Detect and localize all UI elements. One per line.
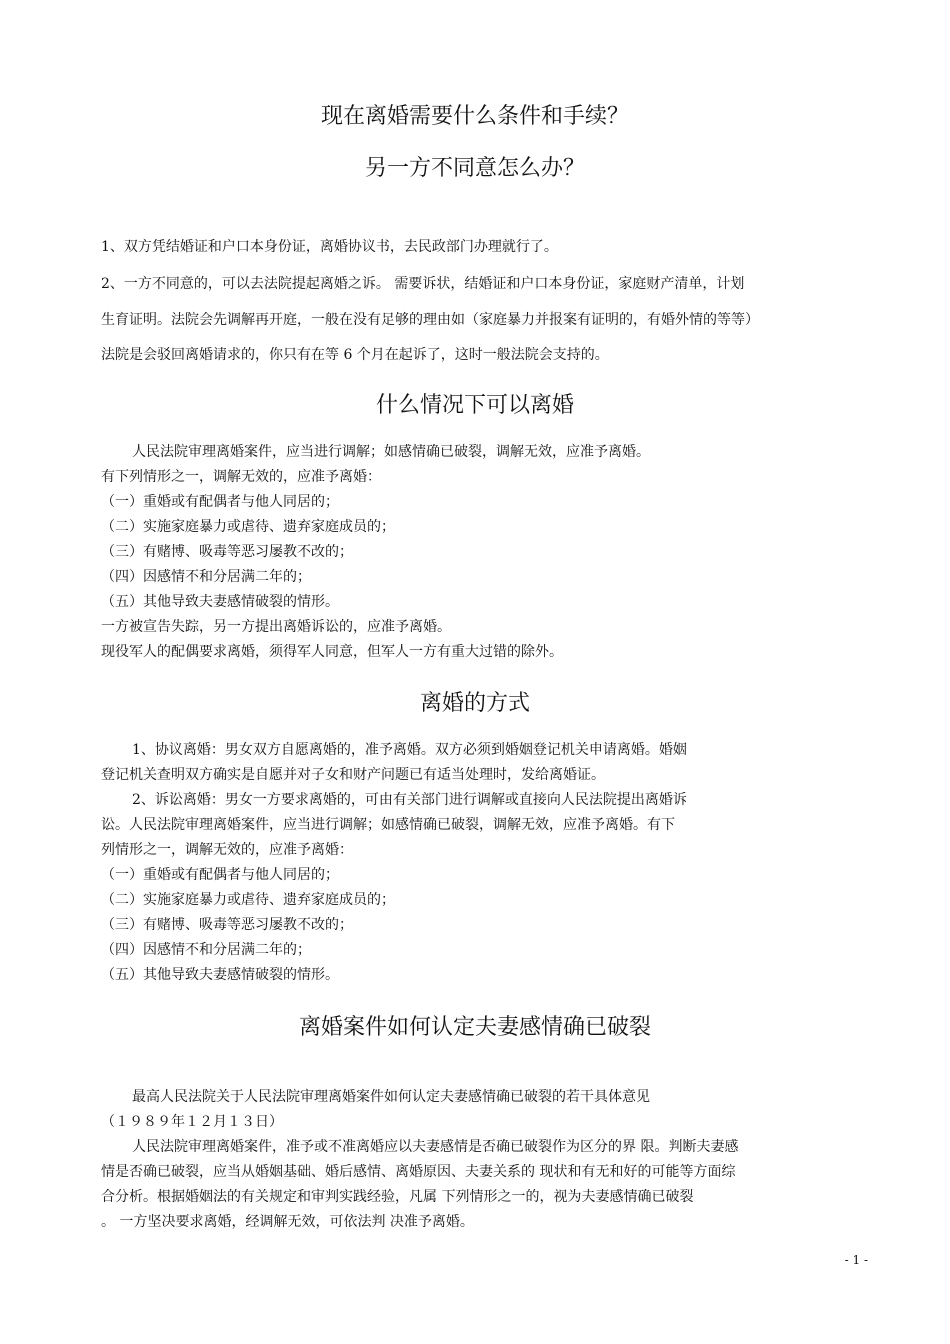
conditions-line-8: 一方被宣告失踪，另一方提出离婚诉讼的，应准予离婚。: [101, 619, 451, 635]
conditions-line-5: （三）有赌博、吸毒等恶习屡教不改的；: [101, 544, 353, 560]
methods-line-6: （一）重婚或有配偶者与他人同居的；: [101, 867, 339, 883]
methods-line-2: 登记机关查明双方确实是自愿并对子女和财产问题已有适当处理时，发给离婚证。: [101, 767, 605, 783]
methods-line-8: （三）有赌博、吸毒等恶习屡教不改的；: [101, 917, 353, 933]
intro-line-4: 法院是会驳回离婚请求的，你只有在等 6 个月在起诉了，这时一般法院会支持的。: [101, 347, 609, 363]
breakdown-line-4: 情是否确已破裂，应当从婚姻基础、婚后感情、离婚原因、夫妻关系的 现状和有无和好的可能等方面综: [101, 1164, 736, 1180]
methods-line-10: （五）其他导致夫妻感情破裂的情形。: [101, 967, 339, 983]
conditions-line-6: （四）因感情不和分居满二年的；: [101, 569, 311, 585]
conditions-line-7: （五）其他导致夫妻感情破裂的情形。: [101, 594, 339, 610]
methods-line-4: 讼。人民法院审理离婚案件，应当进行调解；如感情确已破裂，调解无效，应准予离婚。有下: [101, 817, 675, 833]
breakdown-line-2: （１９８９年１２月１３日）: [101, 1114, 283, 1130]
main-title-line-1: 现在离婚需要什么条件和手续？: [320, 104, 629, 129]
methods-line-9: （四）因感情不和分居满二年的；: [101, 942, 311, 958]
section-title-breakdown-criteria: 离婚案件如何认定夫妻感情确已破裂: [298, 1015, 651, 1040]
conditions-line-3: （一）重婚或有配偶者与他人同居的；: [101, 494, 339, 510]
breakdown-line-5: 合分析。根据婚姻法的有关规定和审判实践经验，凡属 下列情形之一的，视为夫妻感情确已破裂: [101, 1189, 694, 1205]
section-title-when-divorce-allowed: 什么情况下可以离婚: [375, 393, 574, 418]
main-title-line-2: 另一方不同意怎么办？: [364, 156, 585, 181]
breakdown-line-3: 人民法院审理离婚案件，准予或不准离婚应以夫妻感情是否确已破裂作为区分的界 限。判断夫妻感: [132, 1139, 739, 1155]
methods-line-1: 1、协议离婚：男女双方自愿离婚的，准予离婚。双方必须到婚姻登记机关申请离婚。婚姻: [132, 742, 687, 758]
methods-line-5: 列情形之一，调解无效的，应准予离婚：: [101, 842, 353, 858]
breakdown-line-1: 最高人民法院关于人民法院审理离婚案件如何认定夫妻感情确已破裂的若干具体意见: [132, 1089, 650, 1105]
methods-line-3: 2、诉讼离婚：男女一方要求离婚的，可由有关部门进行调解或直接向人民法院提出离婚诉: [132, 792, 687, 808]
section-title-divorce-methods: 离婚的方式: [419, 691, 530, 716]
page-number: - 1 -: [844, 1253, 868, 1267]
intro-line-2: 2、一方不同意的，可以去法院提起离婚之诉。 需要诉状，结婚证和户口本身份证，家庭财产清单，计划: [101, 276, 745, 292]
conditions-line-1: 人民法院审理离婚案件，应当进行调解；如感情确已破裂，调解无效，应准予离婚。: [132, 444, 650, 460]
intro-line-1: 1、双方凭结婚证和户口本身份证，离婚协议书，去民政部门办理就行了。: [101, 239, 558, 255]
conditions-line-4: （二）实施家庭暴力或虐待、遗弃家庭成员的；: [101, 519, 395, 535]
conditions-line-9: 现役军人的配偶要求离婚，须得军人同意，但军人一方有重大过错的除外。: [101, 644, 563, 660]
methods-line-7: （二）实施家庭暴力或虐待、遗弃家庭成员的；: [101, 892, 395, 908]
conditions-line-2: 有下列情形之一，调解无效的，应准予离婚：: [101, 469, 381, 485]
breakdown-line-6: 。 一方坚决要求离婚，经调解无效，可依法判 决准予离婚。: [101, 1214, 474, 1230]
intro-line-3: 生育证明。法院会先调解再开庭，一般在没有足够的理由如（家庭暴力并报案有证明的，有婚外情的等等）: [101, 312, 759, 328]
